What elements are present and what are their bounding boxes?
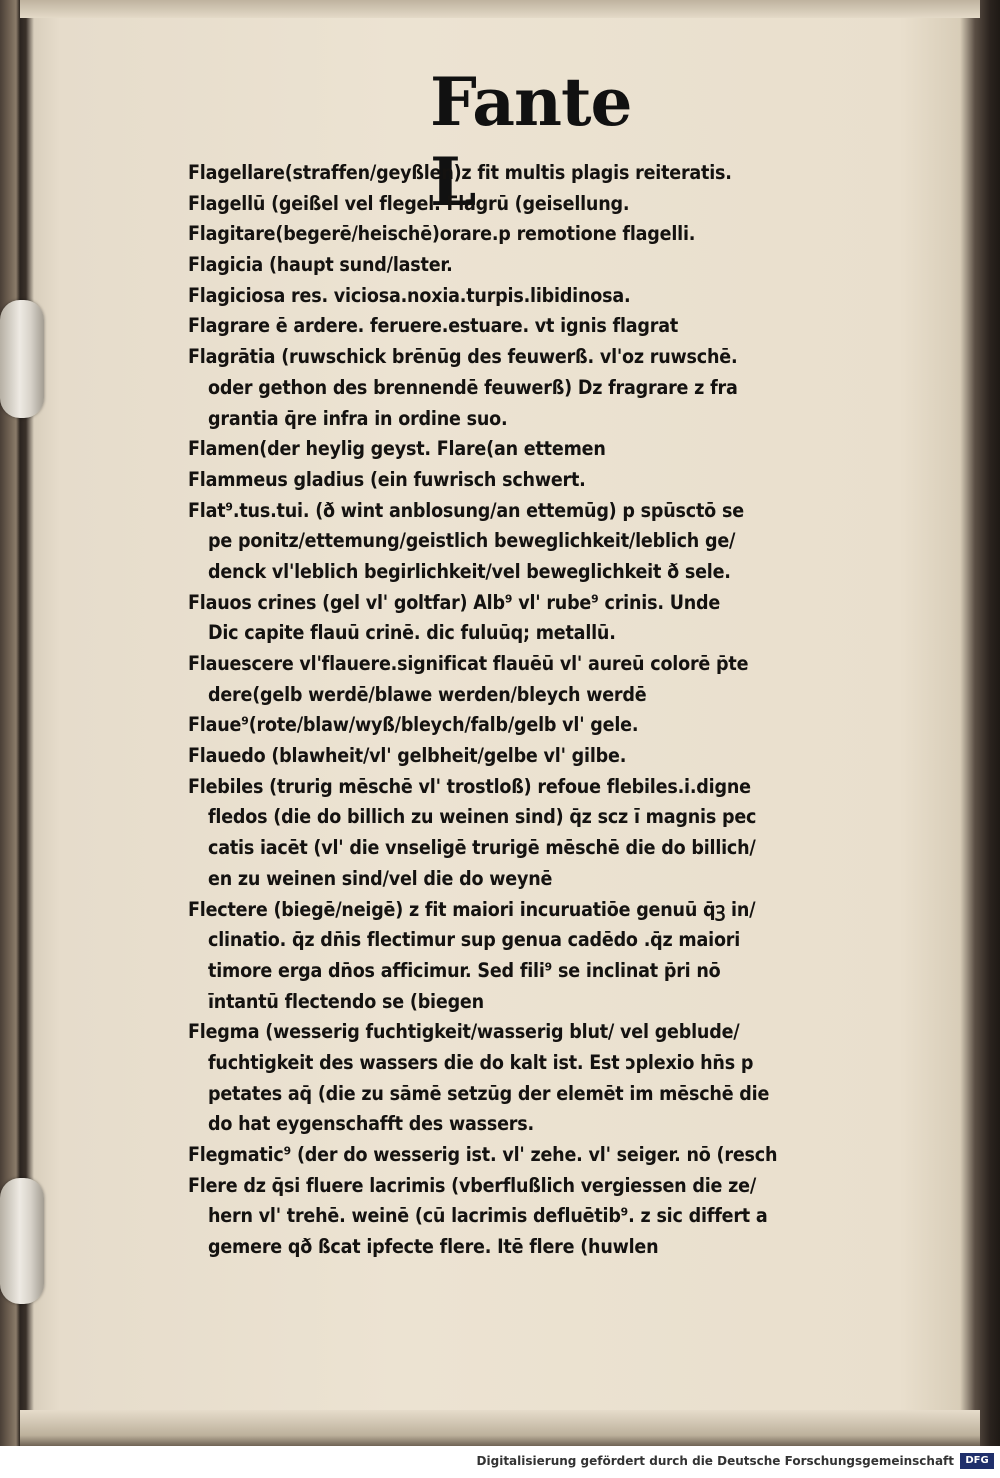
- text-line: pe ponitz/ettemung/geistlich beweglichkeit/leblich ge/: [208, 529, 736, 553]
- dictionary-text: [188, 158, 868, 1263]
- text-line: grantia q̄re infra in ordine suo.: [208, 406, 508, 430]
- text-line: Flegma (wesserig fuchtigkeit/wasserig blut/ vel geblude/: [188, 1020, 740, 1044]
- page-heading: Fante L: [430, 63, 632, 221]
- text-line: Flauescere vl'flauere.significat flauēū vl' aureū colorē p̄te: [188, 652, 749, 675]
- text-line: denck vl'leblich begirlichkeit/vel beweglichkeit ð sele.: [208, 559, 731, 583]
- text-line: Flauos crines (gel vl' goltfar) Alb⁹ vl' rube⁹ crinis. Unde: [188, 590, 721, 614]
- text-line: petates aq̄ (die zu sāmē setzūg der elemēt im mēschē die: [208, 1081, 770, 1105]
- book-clip-top: [0, 300, 44, 418]
- funding-notice: Digitalisierung gefördert durch die Deutsche Forschungsgemeinschaft: [476, 1454, 954, 1468]
- text-line: hern vl' trehē. weinē (cū lacrimis defluētib⁹. z sic differt a: [208, 1204, 768, 1228]
- text-line: do hat eygenschafft des wassers.: [208, 1112, 534, 1136]
- text-line: Flagicia (haupt sund/laster.: [188, 253, 453, 277]
- page-edge-bottom: [20, 1410, 980, 1446]
- text-line: īntantū flectendo se (biegen: [208, 989, 484, 1013]
- text-line: Flegmatic⁹ (der do wesserig ist. vl' zehe. vl' seiger. nō (resch: [188, 1143, 778, 1166]
- footer-bar: [0, 1446, 1000, 1478]
- text-line: timore erga dn̄os afficimur. Sed fili⁹ se inclinat p̄ri nō: [208, 958, 721, 982]
- text-line: fledos (die do billich zu weinen sind) q̄z scz ī magnis pec: [208, 805, 757, 829]
- text-line: Flagiciosa res. viciosa.noxia.turpis.libidinosa.: [188, 283, 631, 307]
- text-line: dere(gelb werdē/blawe werden/bleych werdē: [208, 682, 647, 706]
- text-line: Flat⁹.tus.tui. (ð wint anblosung/an ettemūg) p spūsctō se: [188, 498, 744, 522]
- dfg-logo: DFG: [960, 1453, 994, 1469]
- text-line: catis iacēt (vl' die vnseligē trurigē mēschē die do billich/: [208, 836, 756, 860]
- text-line: Flebiles (trurig mēschē vl' trostloß) refoue flebiles.i.digne: [188, 774, 751, 798]
- text-line: clinatio. q̄z dn̄is flectimur sup genua cadēdo .q̄z maiori: [208, 928, 741, 952]
- text-line: Flagrātia (ruwschick brēnūg des feuwerß. vl'oz ruwschē.: [188, 345, 738, 369]
- text-line: Flagellare(straffen/geyßlen)z fit multis plagis reiteratis.: [188, 161, 732, 184]
- text-line: Flaue⁹(rote/blaw/wyß/bleych/falb/gelb vl' gele.: [188, 713, 639, 737]
- text-line: Dic capite flauū crinē. dic fuluūq; metallū.: [208, 621, 616, 645]
- page-edge-top: [20, 0, 980, 18]
- text-line: en zu weinen sind/vel die do weynē: [208, 866, 553, 890]
- text-line: Flagrare ē ardere. feruere.estuare. vt ignis flagrat: [188, 314, 679, 338]
- text-line: Flagitare(begerē/heischē)orare.p remotione flagelli.: [188, 222, 696, 246]
- text-line: Flamen(der heylig geyst. Flare(an ettemen: [188, 437, 606, 461]
- text-line: Flammeus gladius (ein fuwrisch schwert.: [188, 467, 586, 491]
- book-clip-bottom: [0, 1178, 44, 1304]
- text-line: gemere qð ßcat ipfecte flere. Itē flere (huwlen: [208, 1235, 659, 1259]
- text-line: Flectere (biegē/neigē) z fit maiori incuruatiōe genuū q̄ꝫ in/: [188, 897, 756, 921]
- text-line: Flauedo (blawheit/vl' gelbheit/gelbe vl' gilbe.: [188, 744, 627, 768]
- text-line: fuchtigkeit des wassers die do kalt ist. Est ɔplexio hn̄s p: [208, 1050, 754, 1074]
- text-line: oder gethon des brennendē feuwerß) Dz fragrare z fra: [208, 375, 738, 399]
- text-line: Flere dz q̄si fluere lacrimis (vberflußlich vergiessen die ze/: [188, 1173, 757, 1197]
- text-line: Flagellū (geißel vel flegel. Flagrū (geisellung.: [188, 191, 630, 215]
